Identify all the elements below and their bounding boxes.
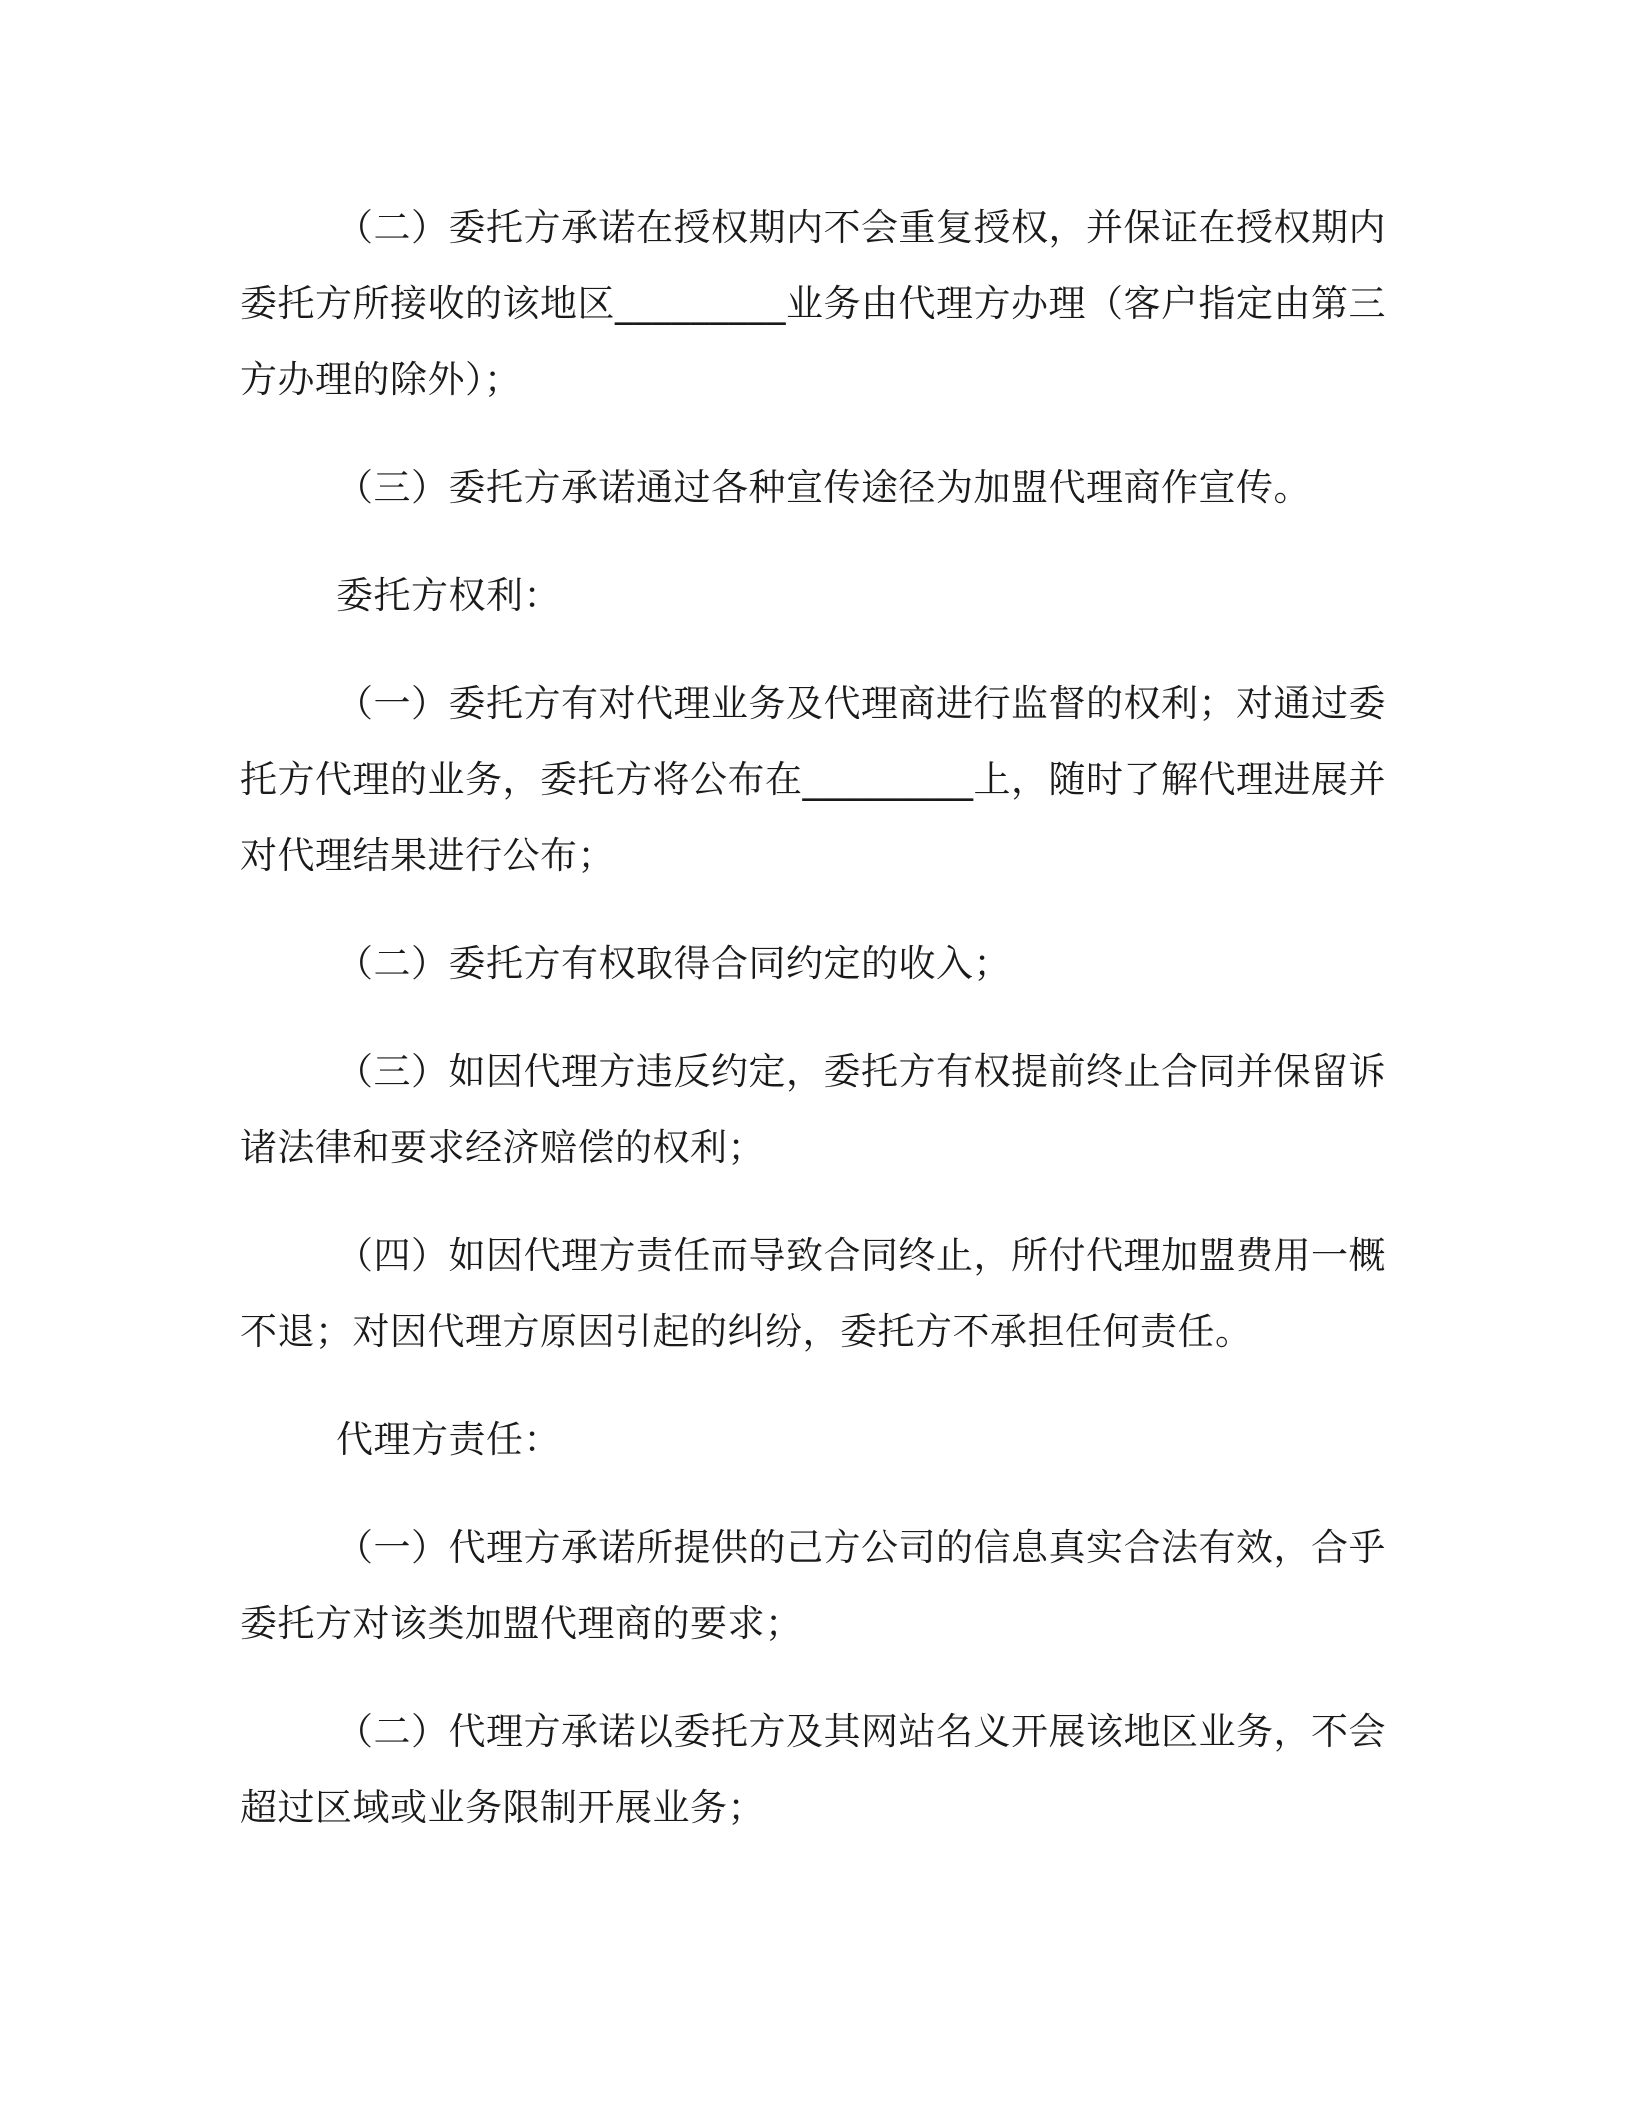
paragraph-principal-promise-3: （三）委托方承诺通过各种宣传途径为加盟代理商作宣传。 (336, 466, 1311, 509)
heading-principal-rights: 委托方权利： (336, 574, 561, 617)
paragraph-principal-right-1: （一）委托方有对代理业务及代理商进行监督的权利；对通过委托方代理的业务，委托方将公布在_________上，随时了解代理进展并对代理结果进行公布； (240, 682, 1386, 877)
paragraph-agent-responsibility-1: （一）代理方承诺所提供的己方公司的信息真实合法有效，合乎委托方对该类加盟代理商的要求； (240, 1526, 1386, 1645)
document-body (240, 190, 1390, 1878)
paragraph-agent-responsibility-2: （二）代理方承诺以委托方及其网站名义开展该地区业务，不会超过区域或业务限制开展业务； (240, 1710, 1386, 1829)
paragraph-principal-promise-2: （二）委托方承诺在授权期内不会重复授权，并保证在授权期内委托方所接收的该地区_________业务由代理方办理（客户指定由第三方办理的除外）； (240, 206, 1386, 401)
paragraph-principal-right-2: （二）委托方有权取得合同约定的收入； (336, 942, 1011, 985)
heading-agent-responsibilities: 代理方责任： (336, 1418, 561, 1461)
paragraph-principal-right-3: （三）如因代理方违反约定，委托方有权提前终止合同并保留诉诸法律和要求经济赔偿的权利； (240, 1050, 1386, 1169)
paragraph-principal-right-4: （四）如因代理方责任而导致合同终止，所付代理加盟费用一概不退；对因代理方原因引起的纠纷，委托方不承担任何责任。 (240, 1234, 1386, 1353)
